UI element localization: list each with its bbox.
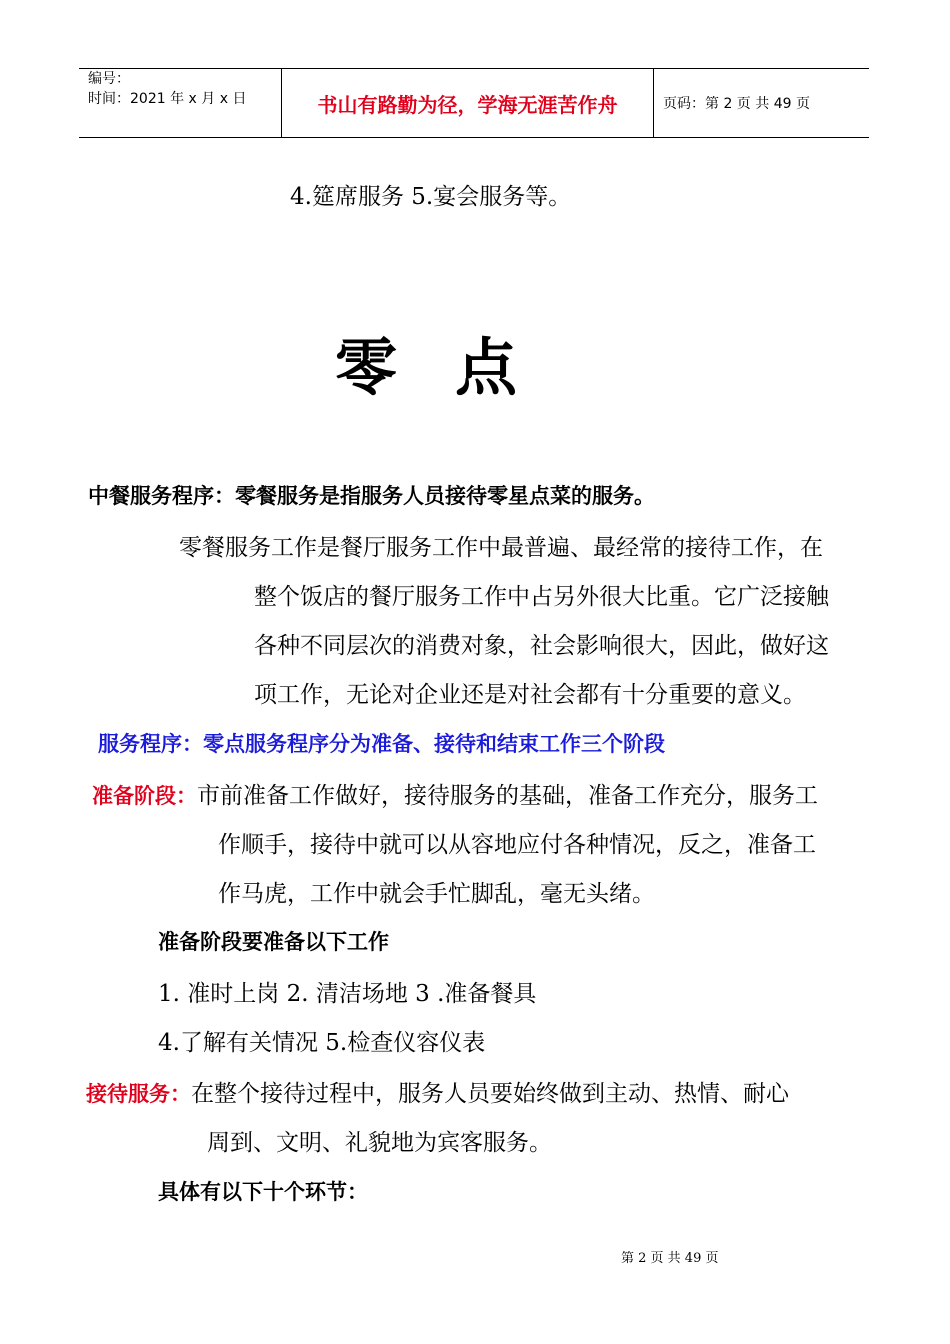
prep-label: 准备阶段：	[92, 784, 197, 808]
header-date: 时间：2021 年 x 月 x 日	[88, 91, 247, 107]
prep-text-1: 市前准备工作做好，接待服务的基础，准备工作充分，服务工	[197, 783, 818, 809]
reception-label: 接待服务：	[86, 1082, 191, 1106]
intro-paragraph-line-1: 零餐服务工作是餐厅服务工作中最普遍、最经常的接待工作，在	[179, 535, 823, 561]
header-page-info: 页码：第 2 页 共 49 页	[663, 96, 810, 112]
reception-paragraph-line-1	[86, 1075, 789, 1108]
intro-heading: 中餐服务程序：零餐服务是指服务人员接待零星点菜的服务。	[88, 484, 655, 508]
footer-page-number: 第 2 页 共 49 页	[621, 1251, 719, 1266]
page-header	[79, 68, 869, 138]
header-meta	[79, 69, 281, 137]
services-line: 4.筵席服务 5.宴会服务等。	[290, 184, 572, 210]
header-motto-cell	[281, 69, 654, 137]
header-page-cell	[654, 69, 869, 137]
prep-list-row-1: 1. 准时上岗 2. 清洁场地 3 .准备餐具	[158, 981, 537, 1007]
prep-paragraph-line-1	[92, 777, 818, 810]
intro-paragraph-line-3: 各种不同层次的消费对象，社会影响很大，因此，做好这	[254, 633, 829, 659]
intro-paragraph-line-4: 项工作，无论对企业还是对社会都有十分重要的意义。	[254, 682, 806, 708]
prep-paragraph-line-3: 作马虎，工作中就会手忙脚乱，毫无头绪。	[218, 881, 655, 907]
intro-paragraph-line-2: 整个饭店的餐厅服务工作中占另外很大比重。它广泛接触	[254, 584, 829, 610]
procedure-heading: 服务程序：零点服务程序分为准备、接待和结束工作三个阶段	[98, 732, 665, 756]
prep-paragraph-line-2: 作顺手，接待中就可以从容地应付各种情况，反之，准备工	[218, 832, 816, 858]
prep-list-row-2: 4.了解有关情况 5.检查仪容仪表	[158, 1030, 486, 1056]
header-number: 编号：	[88, 71, 130, 87]
reception-text-1: 在整个接待过程中，服务人员要始终做到主动、热情、耐心	[191, 1081, 789, 1107]
header-motto: 书山有路勤为径，学海无涯苦作舟	[317, 92, 618, 117]
steps-heading: 具体有以下十个环节：	[158, 1180, 368, 1204]
reception-paragraph-line-2: 周到、文明、礼貌地为宾客服务。	[207, 1130, 552, 1156]
page-title: 零点	[335, 331, 576, 404]
prep-list-heading: 准备阶段要准备以下工作	[158, 930, 389, 954]
